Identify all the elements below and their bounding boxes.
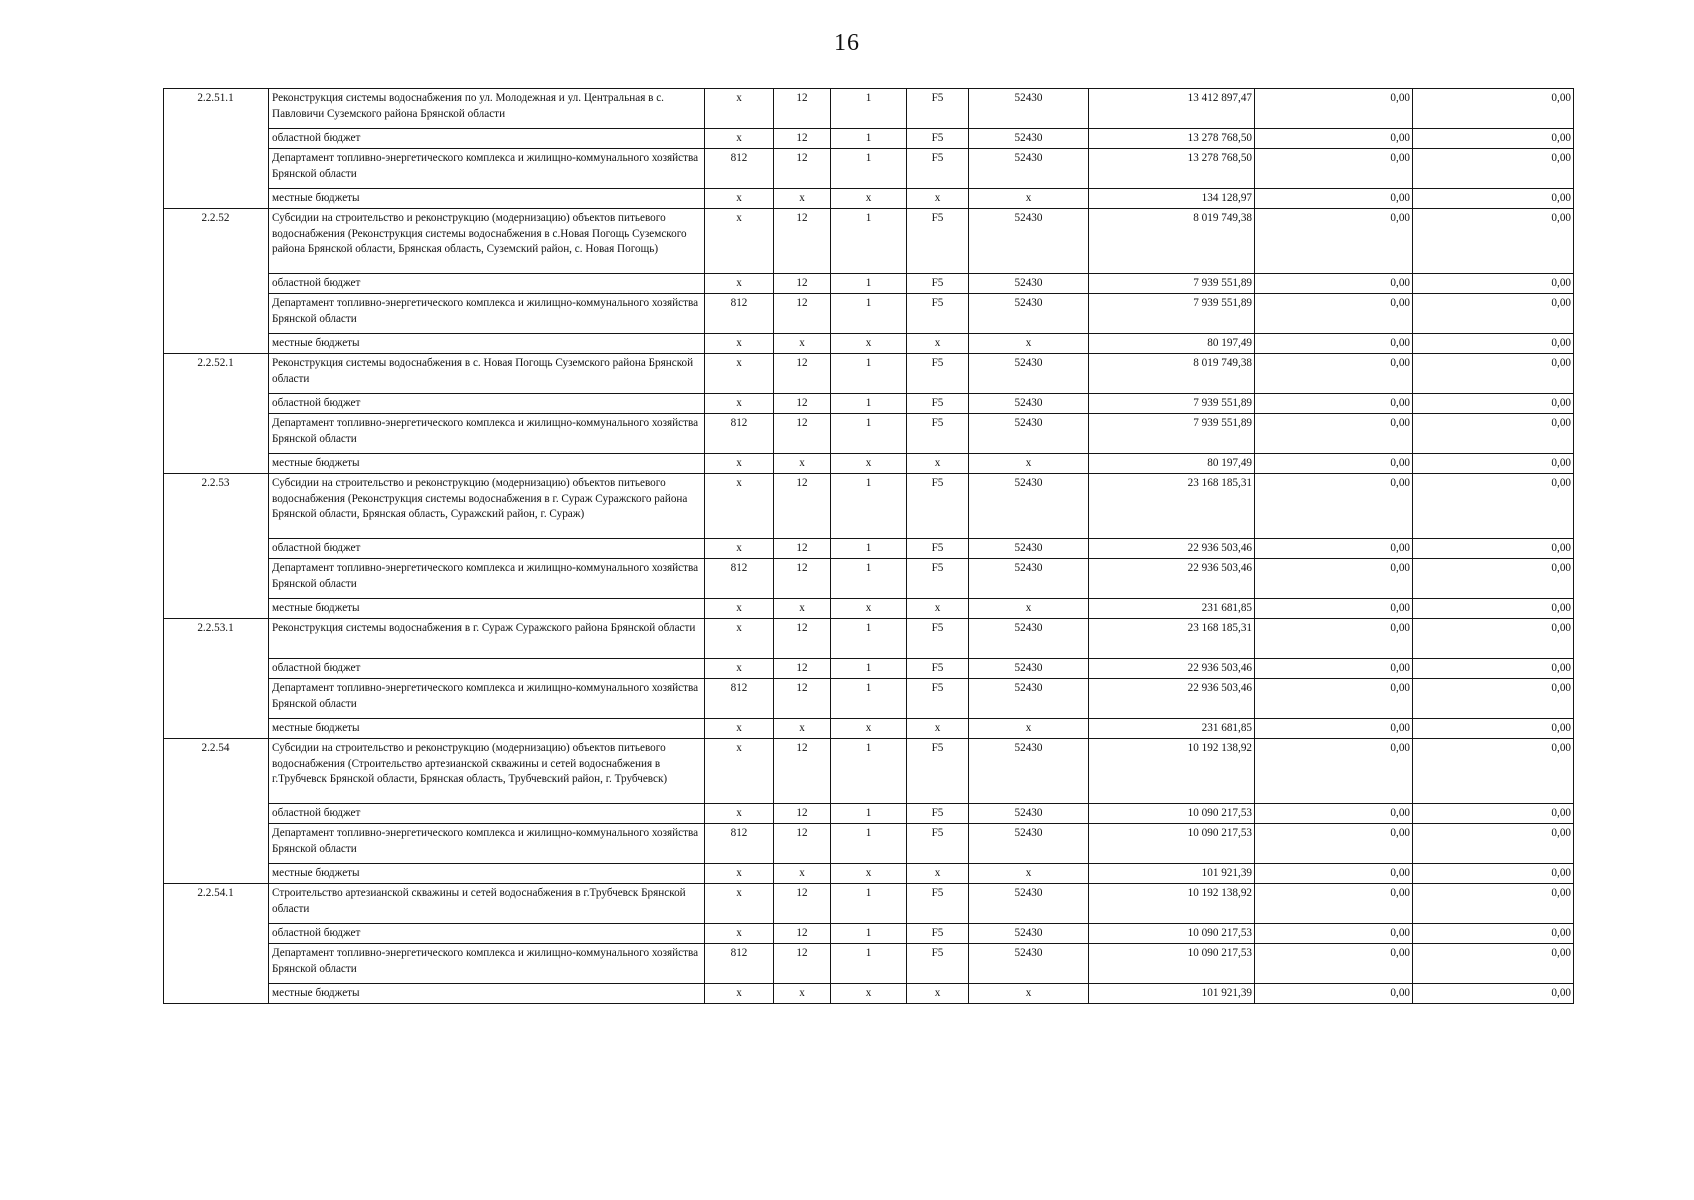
item-name: Департамент топливно-энергетического комплекса и жилищно-коммунального хозяйства Брянской области [269,414,705,454]
amount-year-2: 0,00 [1255,474,1413,539]
item-number: 2.2.54.1 [197,887,234,899]
code-gr: x [705,274,774,294]
table-row [164,559,1574,599]
code-rz: 12 [774,354,831,394]
code-pr: 1 [831,619,907,659]
amount-year-2: 0,00 [1255,189,1413,209]
code-cs-program: x [907,454,969,474]
code-pr: x [831,719,907,739]
amount-year-3: 0,00 [1413,739,1574,804]
amount-year-1: 22 936 503,46 [1089,559,1255,599]
table-row [164,599,1574,619]
amount-year-2: 0,00 [1255,334,1413,354]
code-gr: x [705,394,774,414]
code-pr: 1 [831,824,907,864]
amount-year-1: 10 090 217,53 [1089,924,1255,944]
code-cs-program: F5 [907,149,969,189]
code-pr: 1 [831,679,907,719]
code-rz: 12 [774,414,831,454]
amount-year-1: 22 936 503,46 [1089,539,1255,559]
code-cs-program: x [907,599,969,619]
code-pr: 1 [831,354,907,394]
code-cs-program: F5 [907,129,969,149]
item-name: местные бюджеты [269,189,705,209]
code-cs-direction: 52430 [969,659,1089,679]
code-rz: 12 [774,294,831,334]
code-cs-program: F5 [907,944,969,984]
amount-year-1: 80 197,49 [1089,454,1255,474]
code-cs-direction: x [969,984,1089,1004]
item-name: местные бюджеты [269,599,705,619]
amount-year-3: 0,00 [1413,454,1574,474]
code-gr: x [705,659,774,679]
code-rz: 12 [774,559,831,599]
code-gr: x [705,739,774,804]
code-gr: x [705,539,774,559]
amount-year-1: 22 936 503,46 [1089,659,1255,679]
code-cs-program: F5 [907,739,969,804]
table-row [164,414,1574,454]
code-cs-program: F5 [907,884,969,924]
code-pr: 1 [831,944,907,984]
amount-year-3: 0,00 [1413,209,1574,274]
code-gr: x [705,354,774,394]
code-pr: 1 [831,129,907,149]
code-cs-direction: x [969,864,1089,884]
code-rz: 12 [774,659,831,679]
code-cs-program: x [907,984,969,1004]
table-row [164,294,1574,334]
code-pr: 1 [831,539,907,559]
table-body [164,89,1574,1004]
code-cs-direction: 52430 [969,559,1089,599]
amount-year-3: 0,00 [1413,619,1574,659]
item-number: 2.2.52.1 [197,357,234,369]
code-cs-direction: 52430 [969,474,1089,539]
amount-year-2: 0,00 [1255,539,1413,559]
code-cs-direction: 52430 [969,89,1089,129]
code-rz: 12 [774,129,831,149]
amount-year-3: 0,00 [1413,559,1574,599]
code-cs-direction: 52430 [969,414,1089,454]
code-rz: 12 [774,944,831,984]
amount-year-2: 0,00 [1255,294,1413,334]
code-rz: 12 [774,619,831,659]
amount-year-1: 13 412 897,47 [1089,89,1255,129]
code-cs-direction: x [969,599,1089,619]
amount-year-1: 231 681,85 [1089,599,1255,619]
amount-year-1: 101 921,39 [1089,864,1255,884]
item-name: местные бюджеты [269,864,705,884]
amount-year-2: 0,00 [1255,89,1413,129]
code-gr: 812 [705,679,774,719]
code-pr: x [831,864,907,884]
amount-year-2: 0,00 [1255,864,1413,884]
code-gr: x [705,474,774,539]
code-rz: 12 [774,274,831,294]
table-row [164,984,1574,1004]
code-cs-direction: 52430 [969,129,1089,149]
code-gr: 812 [705,559,774,599]
table-row [164,619,1574,659]
code-cs-direction: 52430 [969,274,1089,294]
amount-year-3: 0,00 [1413,679,1574,719]
table-row [164,334,1574,354]
amount-year-3: 0,00 [1413,89,1574,129]
code-cs-program: F5 [907,659,969,679]
code-pr: 1 [831,274,907,294]
code-cs-direction: 52430 [969,149,1089,189]
code-gr: x [705,619,774,659]
amount-year-1: 7 939 551,89 [1089,294,1255,334]
code-cs-direction: 52430 [969,804,1089,824]
amount-year-1: 80 197,49 [1089,334,1255,354]
amount-year-1: 8 019 749,38 [1089,354,1255,394]
item-number-cell [164,619,269,739]
table-row [164,659,1574,679]
code-cs-direction: 52430 [969,539,1089,559]
code-cs-direction: x [969,189,1089,209]
amount-year-2: 0,00 [1255,129,1413,149]
code-rz: 12 [774,679,831,719]
amount-year-2: 0,00 [1255,454,1413,474]
amount-year-2: 0,00 [1255,679,1413,719]
code-pr: x [831,599,907,619]
item-name: местные бюджеты [269,334,705,354]
code-pr: 1 [831,474,907,539]
code-pr: 1 [831,394,907,414]
code-pr: 1 [831,739,907,804]
amount-year-2: 0,00 [1255,739,1413,804]
item-name: областной бюджет [269,129,705,149]
item-name: Департамент топливно-энергетического комплекса и жилищно-коммунального хозяйства Брянской области [269,149,705,189]
amount-year-3: 0,00 [1413,599,1574,619]
item-name: Департамент топливно-энергетического комплекса и жилищно-коммунального хозяйства Брянской области [269,294,705,334]
amount-year-1: 23 168 185,31 [1089,474,1255,539]
code-rz: 12 [774,739,831,804]
code-cs-program: x [907,719,969,739]
item-number-cell [164,89,269,209]
item-number-cell [164,884,269,1004]
code-cs-direction: 52430 [969,739,1089,804]
item-name: Реконструкция системы водоснабжения в г. Сураж Суражского района Брянской области [269,619,705,659]
code-cs-program: x [907,864,969,884]
item-name: областной бюджет [269,394,705,414]
code-cs-direction: 52430 [969,394,1089,414]
amount-year-3: 0,00 [1413,294,1574,334]
amount-year-3: 0,00 [1413,394,1574,414]
item-name: областной бюджет [269,659,705,679]
code-gr: x [705,454,774,474]
table-row [164,454,1574,474]
amount-year-2: 0,00 [1255,559,1413,599]
code-gr: x [705,984,774,1004]
code-cs-program: F5 [907,354,969,394]
amount-year-1: 8 019 749,38 [1089,209,1255,274]
code-cs-program: F5 [907,619,969,659]
code-cs-direction: 52430 [969,944,1089,984]
amount-year-1: 134 128,97 [1089,189,1255,209]
item-name: местные бюджеты [269,984,705,1004]
amount-year-2: 0,00 [1255,719,1413,739]
item-number: 2.2.54 [201,742,230,754]
code-gr: x [705,189,774,209]
item-name: Реконструкция системы водоснабжения в с. Новая Погощь Суземского района Брянской области [269,354,705,394]
item-name: Строительство артезианской скважины и сетей водоснабжения в г.Трубчевск Брянской области [269,884,705,924]
code-cs-program: F5 [907,274,969,294]
table-row [164,89,1574,129]
amount-year-2: 0,00 [1255,944,1413,984]
code-gr: 812 [705,944,774,984]
table-row [164,864,1574,884]
amount-year-3: 0,00 [1413,129,1574,149]
item-number: 2.2.52 [201,212,230,224]
code-cs-program: F5 [907,209,969,274]
code-cs-direction: x [969,719,1089,739]
code-cs-program: F5 [907,394,969,414]
amount-year-3: 0,00 [1413,944,1574,984]
amount-year-2: 0,00 [1255,394,1413,414]
code-pr: 1 [831,804,907,824]
code-cs-program: F5 [907,414,969,454]
table-row [164,149,1574,189]
table-row [164,739,1574,804]
code-pr: 1 [831,294,907,334]
table-row [164,394,1574,414]
code-cs-program: F5 [907,804,969,824]
code-pr: 1 [831,659,907,679]
amount-year-2: 0,00 [1255,659,1413,679]
code-rz: 12 [774,89,831,129]
code-pr: 1 [831,884,907,924]
code-gr: x [705,719,774,739]
amount-year-1: 10 090 217,53 [1089,944,1255,984]
item-name: Департамент топливно-энергетического комплекса и жилищно-коммунального хозяйства Брянской области [269,824,705,864]
amount-year-2: 0,00 [1255,984,1413,1004]
code-gr: x [705,334,774,354]
item-name: областной бюджет [269,539,705,559]
amount-year-1: 101 921,39 [1089,984,1255,1004]
amount-year-2: 0,00 [1255,149,1413,189]
amount-year-1: 10 192 138,92 [1089,884,1255,924]
amount-year-3: 0,00 [1413,864,1574,884]
amount-year-3: 0,00 [1413,334,1574,354]
item-number: 2.2.53 [201,477,230,489]
code-rz: 12 [774,824,831,864]
amount-year-1: 10 090 217,53 [1089,824,1255,864]
code-cs-program: F5 [907,824,969,864]
amount-year-3: 0,00 [1413,719,1574,739]
amount-year-1: 13 278 768,50 [1089,149,1255,189]
amount-year-2: 0,00 [1255,884,1413,924]
code-rz: 12 [774,149,831,189]
amount-year-1: 13 278 768,50 [1089,129,1255,149]
item-number: 2.2.51.1 [197,92,234,104]
code-rz: 12 [774,474,831,539]
code-gr: x [705,209,774,274]
code-gr: x [705,89,774,129]
code-pr: x [831,334,907,354]
table-row [164,884,1574,924]
code-rz: x [774,864,831,884]
code-gr: 812 [705,294,774,334]
item-name: Департамент топливно-энергетического комплекса и жилищно-коммунального хозяйства Брянской области [269,679,705,719]
code-pr: 1 [831,209,907,274]
code-pr: x [831,189,907,209]
amount-year-3: 0,00 [1413,924,1574,944]
code-cs-program: F5 [907,679,969,719]
table-row [164,189,1574,209]
code-pr: 1 [831,559,907,599]
code-cs-direction: 52430 [969,354,1089,394]
amount-year-3: 0,00 [1413,884,1574,924]
code-cs-program: F5 [907,924,969,944]
item-name: местные бюджеты [269,454,705,474]
code-pr: x [831,984,907,1004]
code-cs-direction: 52430 [969,824,1089,864]
code-rz: 12 [774,924,831,944]
table-row [164,274,1574,294]
amount-year-1: 7 939 551,89 [1089,394,1255,414]
budget-table [163,88,1574,1004]
table-row [164,539,1574,559]
amount-year-2: 0,00 [1255,354,1413,394]
code-cs-direction: 52430 [969,679,1089,719]
amount-year-2: 0,00 [1255,924,1413,944]
amount-year-3: 0,00 [1413,354,1574,394]
item-name: областной бюджет [269,274,705,294]
code-cs-direction: 52430 [969,209,1089,274]
table-row [164,824,1574,864]
code-cs-program: x [907,189,969,209]
code-pr: 1 [831,414,907,454]
item-name: местные бюджеты [269,719,705,739]
code-gr: x [705,924,774,944]
item-name: Реконструкция системы водоснабжения по ул. Молодежная и ул. Центральная в с. Павловичи Суземского района Брянской области [269,89,705,129]
item-number: 2.2.53.1 [197,622,234,634]
code-cs-direction: x [969,454,1089,474]
amount-year-3: 0,00 [1413,824,1574,864]
amount-year-1: 23 168 185,31 [1089,619,1255,659]
amount-year-2: 0,00 [1255,824,1413,864]
code-cs-direction: 52430 [969,924,1089,944]
code-rz: x [774,189,831,209]
code-cs-program: F5 [907,474,969,539]
code-cs-direction: 52430 [969,294,1089,334]
code-rz: 12 [774,394,831,414]
code-pr: 1 [831,924,907,944]
code-rz: x [774,719,831,739]
amount-year-3: 0,00 [1413,659,1574,679]
amount-year-2: 0,00 [1255,414,1413,454]
item-name: Департамент топливно-энергетического комплекса и жилищно-коммунального хозяйства Брянской области [269,944,705,984]
code-cs-direction: 52430 [969,884,1089,924]
code-cs-program: x [907,334,969,354]
code-cs-direction: x [969,334,1089,354]
code-gr: 812 [705,149,774,189]
table-row [164,804,1574,824]
table-row [164,924,1574,944]
item-number-cell [164,474,269,619]
item-number-cell [164,354,269,474]
amount-year-3: 0,00 [1413,274,1574,294]
amount-year-1: 10 090 217,53 [1089,804,1255,824]
item-number-cell [164,739,269,884]
table-row [164,679,1574,719]
amount-year-3: 0,00 [1413,984,1574,1004]
item-name: Субсидии на строительство и реконструкцию (модернизацию) объектов питьевого водоснабжения (Реконструкция системы водоснабжения в г. Сураж Суражского района Брянской области, Брянская область, Суражский район, г. Сураж) [269,474,705,539]
code-cs-program: F5 [907,89,969,129]
code-gr: 812 [705,414,774,454]
code-gr: x [705,599,774,619]
amount-year-2: 0,00 [1255,209,1413,274]
amount-year-1: 10 192 138,92 [1089,739,1255,804]
code-rz: x [774,334,831,354]
amount-year-2: 0,00 [1255,804,1413,824]
amount-year-1: 22 936 503,46 [1089,679,1255,719]
code-cs-program: F5 [907,294,969,334]
code-gr: x [705,864,774,884]
item-name: Департамент топливно-энергетического комплекса и жилищно-коммунального хозяйства Брянской области [269,559,705,599]
code-cs-program: F5 [907,539,969,559]
amount-year-3: 0,00 [1413,189,1574,209]
code-pr: 1 [831,89,907,129]
amount-year-2: 0,00 [1255,274,1413,294]
amount-year-3: 0,00 [1413,474,1574,539]
code-pr: x [831,454,907,474]
item-name: Субсидии на строительство и реконструкцию (модернизацию) объектов питьевого водоснабжения (Реконструкция системы водоснабжения в с.Новая Погощь Суземского района Брянской области, Брянская область, Суземский район, с. Новая Погощь) [269,209,705,274]
code-cs-program: F5 [907,559,969,599]
table-row [164,354,1574,394]
code-rz: 12 [774,884,831,924]
item-number-cell [164,209,269,354]
table-row [164,719,1574,739]
code-rz: x [774,599,831,619]
page-number: 16 [834,30,860,56]
amount-year-1: 231 681,85 [1089,719,1255,739]
code-gr: x [705,804,774,824]
amount-year-1: 7 939 551,89 [1089,274,1255,294]
table-row [164,474,1574,539]
amount-year-2: 0,00 [1255,599,1413,619]
table-row [164,944,1574,984]
code-cs-direction: 52430 [969,619,1089,659]
code-rz: 12 [774,539,831,559]
code-rz: 12 [774,804,831,824]
amount-year-2: 0,00 [1255,619,1413,659]
code-rz: 12 [774,209,831,274]
amount-year-3: 0,00 [1413,149,1574,189]
code-gr: x [705,884,774,924]
amount-year-1: 7 939 551,89 [1089,414,1255,454]
amount-year-3: 0,00 [1413,539,1574,559]
code-pr: 1 [831,149,907,189]
code-rz: x [774,984,831,1004]
table-row [164,129,1574,149]
item-name: областной бюджет [269,804,705,824]
code-gr: 812 [705,824,774,864]
amount-year-3: 0,00 [1413,804,1574,824]
amount-year-3: 0,00 [1413,414,1574,454]
code-gr: x [705,129,774,149]
table-row [164,209,1574,274]
item-name: Субсидии на строительство и реконструкцию (модернизацию) объектов питьевого водоснабжения (Строительство артезианской скважины и сетей водоснабжения в г.Трубчевск Брянской области, Брянская область, Трубчевский район, г. Трубчевск) [269,739,705,804]
code-rz: x [774,454,831,474]
item-name: областной бюджет [269,924,705,944]
